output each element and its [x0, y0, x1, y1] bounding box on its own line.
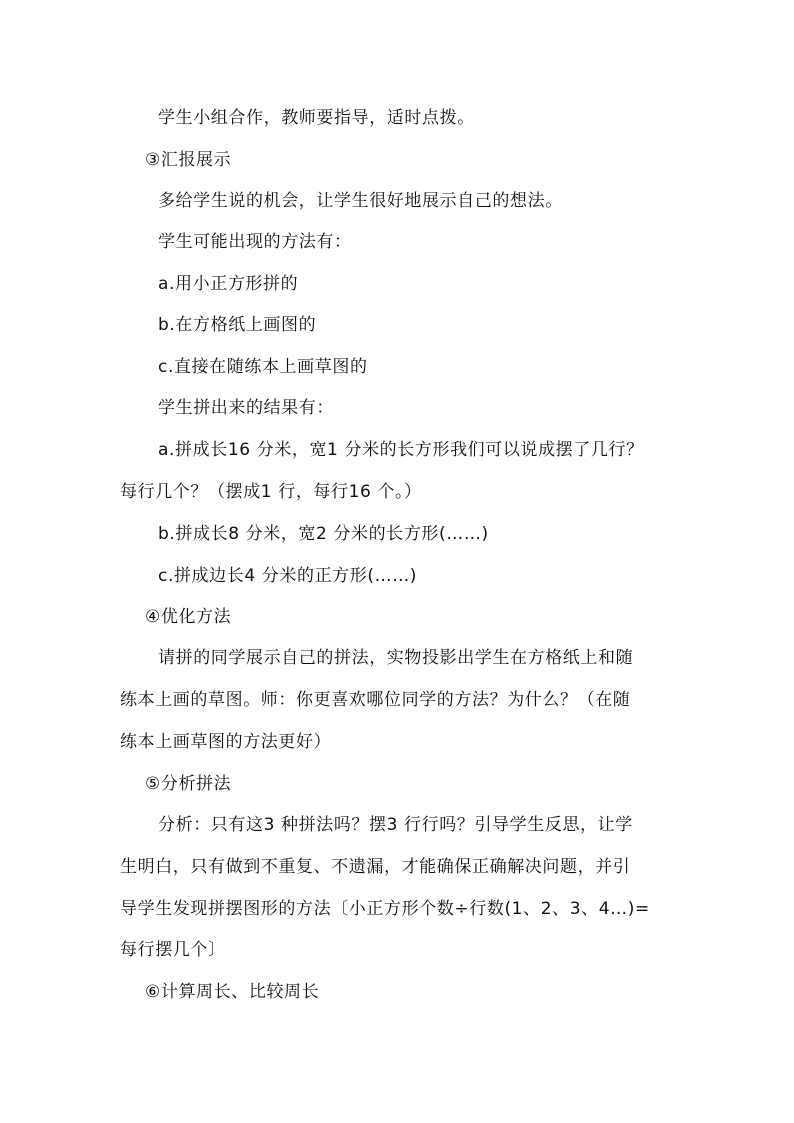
list-item: c.直接在随练本上画草图的	[158, 357, 368, 377]
list-item: c.拼成边长4 分米的正方形(……)	[158, 566, 418, 586]
paragraph-line: 学生小组合作，教师要指导，适时点拨。	[158, 108, 475, 128]
section-heading-analyze: ⑤分析拼法	[145, 774, 232, 794]
paragraph-line: 分析：只有这3 种拼法吗？摆3 行行吗？引导学生反思，让学	[158, 815, 633, 835]
paragraph-line: 每行摆几个〕	[120, 940, 226, 960]
section-heading-perimeter: ⑥计算周长、比较周长	[145, 982, 320, 1002]
list-item: b.拼成长8 分米，宽2 分米的长方形(……)	[158, 524, 489, 544]
list-item: b.在方格纸上画图的	[158, 315, 317, 335]
paragraph-line: 练本上画的草图。师：你更喜欢哪位同学的方法？为什么？（在随	[120, 690, 631, 710]
list-item: a.拼成长16 分米，宽1 分米的长方形我们可以说成摆了几行？	[158, 440, 644, 460]
paragraph-line: 生明白，只有做到不重复、不遗漏，才能确保正确解决问题，并引	[120, 857, 631, 877]
paragraph-line: 学生拼出来的结果有：	[158, 398, 334, 418]
paragraph-line: 导学生发现拼摆图形的方法〔小正方形个数÷行数(1、2、3、4…)=	[120, 899, 650, 919]
paragraph-line: 练本上画草图的方法更好）	[120, 732, 332, 752]
paragraph-line: 学生可能出现的方法有：	[158, 232, 352, 252]
section-heading-report: ③汇报展示	[145, 150, 232, 170]
paragraph-line: 请拼的同学展示自己的拼法，实物投影出学生在方格纸上和随	[158, 648, 634, 668]
list-item: a.用小正方形拼的	[158, 274, 299, 294]
section-heading-optimize: ④优化方法	[145, 607, 232, 627]
paragraph-line: 每行几个？（摆成1 行，每行16 个。）	[120, 482, 422, 502]
paragraph-line: 多给学生说的机会，让学生很好地展示自己的想法。	[158, 191, 563, 211]
